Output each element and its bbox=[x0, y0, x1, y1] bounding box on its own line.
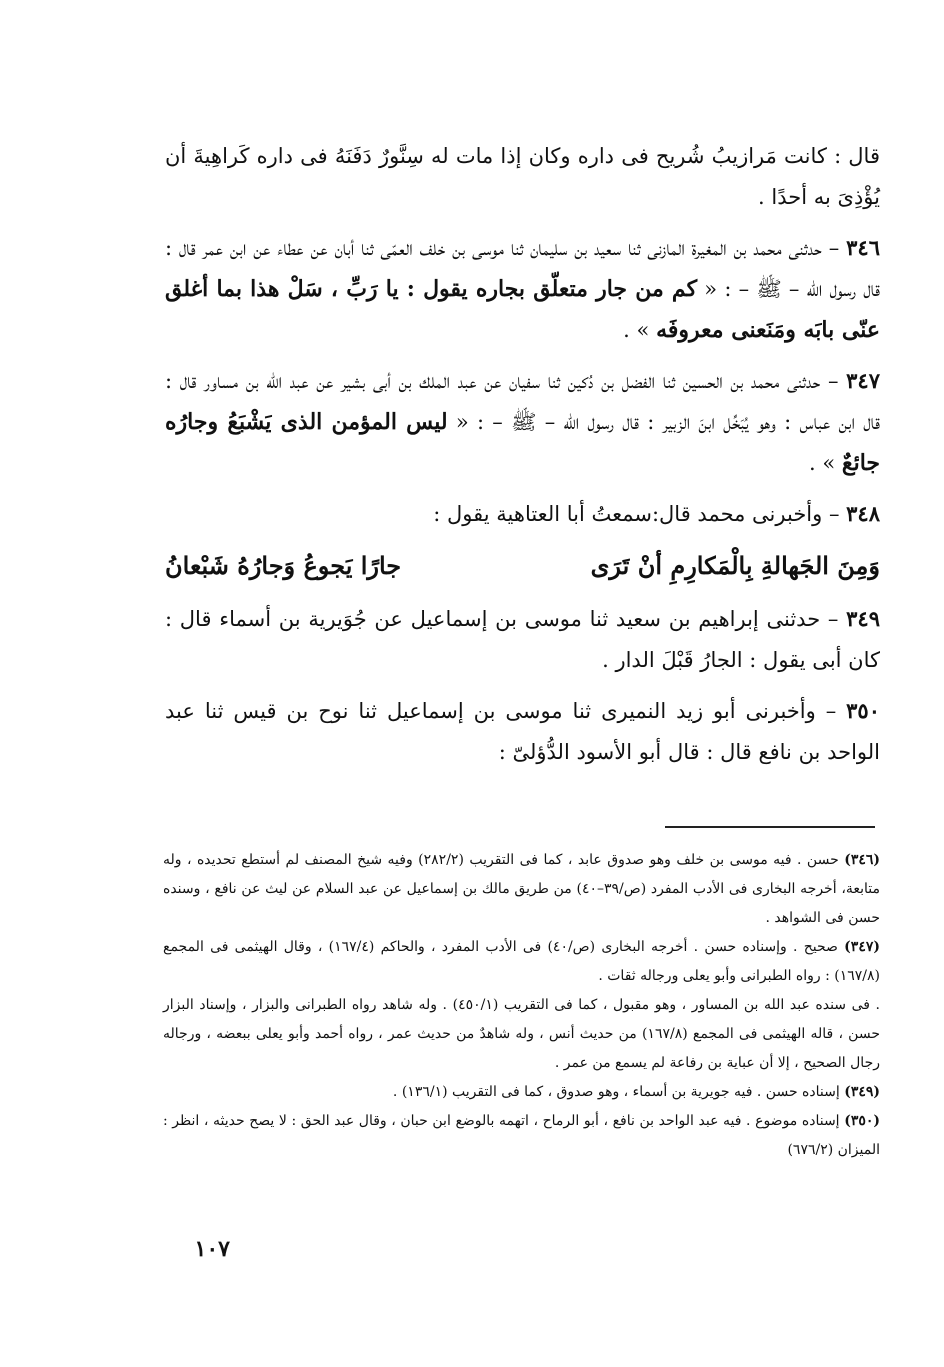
footnote-346 bbox=[163, 846, 880, 933]
footnotes bbox=[163, 846, 880, 1165]
footnote-350 bbox=[163, 1107, 880, 1165]
hadith-number: ٣٤٨ bbox=[846, 501, 880, 526]
footnote-separator bbox=[665, 826, 875, 828]
paragraph-346 bbox=[165, 227, 880, 351]
paragraph-347 bbox=[165, 360, 880, 484]
hadith-number: ٣٥٠ bbox=[846, 698, 880, 723]
footnote-text: صحيح . وإسناده حسن . أخرجه البخارى (ص/٤٠) فى الأدب المفرد ، والحاكم (١٦٧/٤) ، وقال الهيثمى فى المجمع (١٦٧/٨) : رواه الطبرانى وأبو يعلى ورجاله ثقات . bbox=[163, 939, 880, 984]
page-number: ١٠٧ bbox=[194, 1236, 230, 1262]
main-text bbox=[165, 136, 880, 782]
hadith-number: ٣٤٩ bbox=[846, 606, 880, 631]
isnad-text: – وأخبرنى محمد قال:سمعتُ أبا العتاهية يقول : bbox=[433, 502, 840, 526]
footnote-text: . فى سنده عبد الله بن المساور ، وهو مقبول ، كما فى التقريب (٤٥٠/١) . وله شاهد رواه الطبرانى والبزار ، وإسناد البزار حسن ، قاله الهيثمى فى المجمع (١٦٧/٨) من حديث أنس ، وله شاهدٌ من حديث عمر ، رواه أحمد وأبو يعلى ببعضه ، ورجاله رجال الصحيح ، إلا أن عباية بن رفاعة لم يسمع من عمر . bbox=[163, 997, 880, 1071]
footnote-label: (٣٤٦) bbox=[844, 852, 881, 868]
footnote-label: (٣٥٠) bbox=[844, 1113, 880, 1129]
isnad-text: – حدثنى إبراهيم بن سعيد ثنا موسى بن إسماعيل عن جُوَيرية بن أسماء قال : كان أبى يقول : الجارُ قَبْلَ الدار . bbox=[165, 607, 880, 672]
footnote-348 bbox=[163, 991, 880, 1078]
quote-close: » . bbox=[623, 318, 650, 342]
verse-hemistich-first: وَمِنَ الجَهالةِ بِالْمَكارِمِ أنْ تَرَى bbox=[590, 551, 880, 580]
hadith-quote: ليس المؤمن الذى يَشْبَعُ وجارُه جائعٌ bbox=[165, 409, 880, 476]
paragraph-348 bbox=[165, 493, 880, 535]
poetry-verse bbox=[165, 544, 880, 588]
footnote-347 bbox=[163, 933, 880, 991]
footnote-text: إسناده حسن . فيه جويرية بن أسماء ، وهو صدوق ، كما فى التقريب (١٣٦/١) . bbox=[392, 1084, 840, 1100]
hadith-number: ٣٤٧ bbox=[846, 368, 880, 393]
footnote-text: حسن . فيه موسى بن خلف وهو صدوق عابد ، كما فى التقريب (٢٨٢/٢) وفيه شيخ المصنف لم أستطع تحديده ، وله متابعة، أخرجه البخارى فى الأدب المفرد (ص/٣٩–٤٠) من طريق مالك بن إسماعيل عن عبد السلام عن ليث عن نافع ، وسنده حسن فى الشواهد . bbox=[163, 852, 880, 926]
verse-hemistich-second: جارًا يَجوعُ وَجارُهُ شَبْعانُ bbox=[165, 551, 402, 580]
paragraph-349 bbox=[165, 598, 880, 681]
isnad-text: – حدثنى محمد بن الحسين ثنا الفضل بن دُكين ثنا سفيان عن عبد الملك بن أبى بشير عن عبد الله بن مساور قال : قال ابن عباس : وهو يُبَخِّل ابنَ الزبير : قال رسول الله – ﷺ – : « bbox=[165, 369, 880, 434]
quote-close: » . bbox=[808, 451, 836, 475]
isnad-text: – وأخبرنى أبو زيد النميرى ثنا موسى بن إسماعيل ثنا نوح بن قيس ثنا عبد الواحد بن نافع قال : قال أبو الأسود الدُّؤلىّ : bbox=[165, 699, 880, 764]
footnote-text: إسناده موضوع . فيه عبد الواحد بن نافع ، أبو الرماح ، اتهمه بالوضع ابن حبان ، وقال عبد الحق : لا يصح حديثه ، انظر : الميزان (٦٧٦/٢) bbox=[163, 1113, 880, 1158]
hadith-number: ٣٤٦ bbox=[846, 235, 880, 260]
isnad-text: – حدثنى محمد بن المغيرة المازنى ثنا سعيد بن سليمان ثنا موسى بن خلف العمّى ثنا أبان عن عطاء عن ابن عمر قال : قال رسول الله – ﷺ – : « bbox=[165, 236, 880, 301]
paragraph-350 bbox=[165, 690, 880, 773]
footnote-349 bbox=[163, 1078, 880, 1107]
footnote-label: (٣٤٧) bbox=[844, 939, 880, 955]
paragraph-intro bbox=[165, 136, 880, 218]
footnote-label: (٣٤٩) bbox=[844, 1084, 880, 1100]
paragraph-text: قال : كانت مَرازيبُ شُريح فى داره وكان إذا مات له سِنَّورٌ دَفَنَهُ فى داره كَراهِيةَ أن يُؤْذِىَ به أحدًا . bbox=[165, 144, 880, 209]
hadith-quote: كم من جار متعلّق بجاره يقول : يا رَبِّ ، سَلْ هذا بما أغلق عنّى بابَه ومَنَعنى معروفَه bbox=[165, 276, 880, 343]
